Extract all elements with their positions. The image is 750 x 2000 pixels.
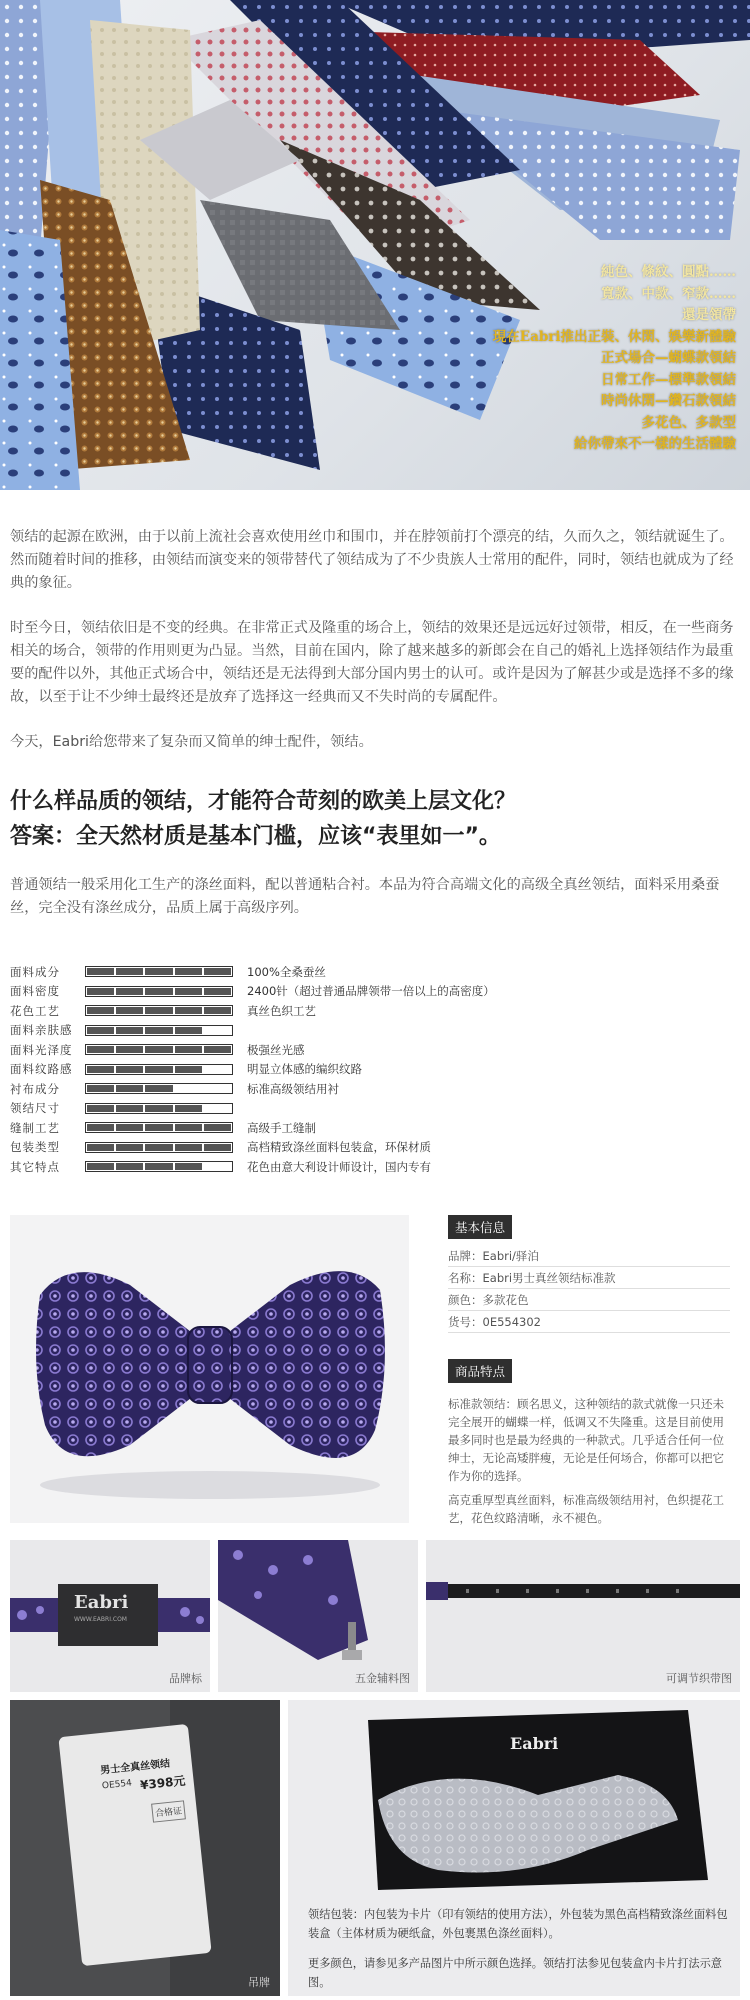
hero-line: 還是領帶 — [682, 307, 736, 323]
spec-label: 面料密度 — [10, 984, 60, 999]
spec-label: 面料成分 — [10, 964, 60, 979]
spec-bar-segment — [204, 1124, 231, 1131]
spec-bar-segment — [175, 1027, 202, 1034]
spec-bar-segment — [87, 1105, 114, 1112]
spec-row — [10, 982, 740, 1002]
spec-row — [10, 1079, 740, 1099]
spec-label: 衬布成分 — [10, 1081, 60, 1096]
spec-bar-segment — [87, 1085, 114, 1092]
spec-bar-segment — [116, 1066, 143, 1073]
box-photo — [288, 1700, 740, 1996]
packaging-paragraph-2: 更多颜色，请参见多产品图片中所示颜色选择。领结打法参见包装盒内卡片打法示意图。 — [308, 1957, 722, 1989]
hero-line: 給你帶來不一樣的生活體驗 — [574, 436, 736, 452]
spec-label: 花色工艺 — [10, 1003, 60, 1018]
product-info — [448, 1215, 730, 1527]
spec-value: 标准高级领结用衬 — [247, 1081, 339, 1096]
spec-bar-segment — [145, 1144, 172, 1151]
spec-value: 真丝色织工艺 — [247, 1003, 316, 1018]
hangtag-photo — [10, 1700, 280, 1996]
spec-bar-segment — [116, 968, 143, 975]
spec-rating-bar — [85, 1161, 233, 1172]
spec-bar-segment — [175, 1085, 202, 1092]
spec-bar-segment — [204, 1007, 231, 1014]
spec-value: 100%全桑蚕丝 — [247, 964, 326, 979]
spec-bar-segment — [175, 1007, 202, 1014]
spec-label: 面料亲肤感 — [10, 1023, 73, 1038]
spec-rating-bar — [85, 966, 233, 977]
spec-bar-segment — [175, 1066, 202, 1073]
basic-info-tag: 基本信息 — [448, 1215, 512, 1239]
brand-label-text: Eabri — [74, 1592, 129, 1613]
spec-table — [10, 962, 740, 1177]
packaging-text — [308, 1906, 728, 1996]
features-tag: 商品特点 — [448, 1359, 512, 1383]
hangtag-code: OE554 — [101, 1778, 133, 1792]
info-name: 名称：Eabri男士真丝领结标准款 — [448, 1267, 730, 1289]
spec-bar-segment — [145, 1124, 172, 1131]
spec-row — [10, 1118, 740, 1138]
hero-line: 多花色、多款型 — [641, 414, 736, 431]
packaging-paragraph-1: 领结包装：内包装为卡片（印有领结的使用方法），外包装为黑色高档精致涤丝面料包装盒（主体材质为硬纸盒，外包裹黑色涤丝面料）。 — [308, 1908, 728, 1940]
spec-bar-segment — [175, 1124, 202, 1131]
hangtag-title: 男士全真丝领结 — [99, 1758, 171, 1777]
spec-bar-segment — [87, 1046, 114, 1053]
thumb-strap — [426, 1540, 740, 1692]
spec-bar-segment — [175, 968, 202, 975]
hero-line: 寬款、中款、窄款…… — [601, 285, 736, 302]
spec-rating-bar — [85, 1103, 233, 1114]
hangtag-cert: 合格证 — [151, 1800, 186, 1822]
spec-row — [10, 1001, 740, 1021]
spec-bar-segment — [116, 1105, 143, 1112]
thumb-hardware — [218, 1540, 418, 1692]
hero-slogan — [493, 262, 736, 456]
spec-label: 面料光泽度 — [10, 1042, 73, 1057]
intro-paragraph-3: 今天，Eabri给您带来了复杂而又简单的绅士配件，领结。 — [10, 734, 373, 750]
spec-bar-segment — [145, 1105, 172, 1112]
spec-bar-segment — [87, 1163, 114, 1170]
spec-label: 其它特点 — [10, 1159, 60, 1174]
info-sku: 货号：0E554302 — [448, 1311, 730, 1333]
spec-label: 面料纹路感 — [10, 1062, 73, 1077]
spec-bar-segment — [145, 1085, 172, 1092]
hardware-caption: 五金辅料图 — [355, 1672, 410, 1685]
brand-label-url: WWW.EABRI.COM — [74, 1616, 127, 1623]
hangtag-caption: 吊牌 — [248, 1976, 270, 1989]
spec-bar-segment — [145, 1066, 172, 1073]
spec-bar-segment — [116, 1027, 143, 1034]
spec-bar-segment — [116, 1007, 143, 1014]
hero-line: 正式場合—蝴蝶款領結 — [601, 350, 736, 366]
intro-paragraph-2: 时至今日，领结依旧是不变的经典。在非常正式及隆重的场合上，领结的效果还是远远好过领带，相反，在一些商务相关的场合，领带的作用则更为凸显。当然，目前在国内，除了越来越多的新郎会在自己的婚礼上选择领结作为最重要的配件以外，其他正式场合中，领结还是无法得到大部分国内男士的认可。或许是因为了解甚少或是选择不多的缘故，以至于让不少绅士最终还是放弃了选择这一经典而又不失时尚的专属配件。 — [10, 620, 734, 705]
feature-paragraph-2: 高克重厚型真丝面料，标准高级领结用衬，色织提花工艺，花色纹路清晰，永不褪色。 — [448, 1493, 724, 1525]
spec-row — [10, 1157, 740, 1177]
spec-bar-segment — [204, 1105, 231, 1112]
spec-row — [10, 1138, 740, 1158]
spec-value: 高级手工缝制 — [247, 1120, 316, 1135]
spec-rating-bar — [85, 1005, 233, 1016]
spec-rating-bar — [85, 986, 233, 997]
spec-bar-segment — [175, 1163, 202, 1170]
spec-row — [10, 1060, 740, 1080]
spec-bar-segment — [116, 1163, 143, 1170]
spec-bar-segment — [116, 1124, 143, 1131]
purple-bow-tie-image — [10, 1215, 409, 1523]
hangtag-price: ¥398元 — [139, 1773, 187, 1793]
spec-bar-segment — [116, 988, 143, 995]
spec-rating-bar — [85, 1142, 233, 1153]
hero-line: 現在Eabri推出正裝、休閑、娛樂新體驗 — [492, 328, 736, 345]
spec-row — [10, 1099, 740, 1119]
spec-bar-segment — [87, 988, 114, 995]
spec-bar-segment — [87, 1066, 114, 1073]
feature-paragraph-1: 标准款领结：顾名思义，这种领结的款式就像一只还未完全展开的蝴蝶一样，低调又不失隆重。这是目前使用最多同时也是最为经典的一种款式。几乎适合任何一位绅士，无论高矮胖瘦，无论是任何场合，你都可以把它作为你的选择。 — [448, 1397, 724, 1483]
quality-heading-line-2: 答案：全天然材质是基本门槛，应该“表里如一”。 — [10, 824, 501, 849]
spec-bar-segment — [87, 1124, 114, 1131]
spec-bar-segment — [204, 1046, 231, 1053]
spec-label: 缝制工艺 — [10, 1120, 60, 1135]
spec-bar-segment — [204, 1027, 231, 1034]
spec-bar-segment — [145, 968, 172, 975]
intro-text — [10, 526, 740, 776]
spec-bar-segment — [116, 1144, 143, 1151]
spec-rating-bar — [85, 1064, 233, 1075]
spec-rating-bar — [85, 1083, 233, 1094]
hero-line: 時尚休閑—鑽石款領結 — [601, 393, 736, 409]
spec-bar-segment — [204, 1085, 231, 1092]
spec-bar-segment — [87, 1027, 114, 1034]
spec-row — [10, 1040, 740, 1060]
spec-bar-segment — [175, 988, 202, 995]
spec-bar-segment — [87, 968, 114, 975]
spec-rating-bar — [85, 1044, 233, 1055]
info-color: 颜色：多款花色 — [448, 1289, 730, 1311]
spec-bar-segment — [116, 1085, 143, 1092]
spec-bar-segment — [175, 1105, 202, 1112]
spec-bar-segment — [145, 988, 172, 995]
hero-banner — [0, 0, 750, 490]
spec-bar-segment — [116, 1046, 143, 1053]
spec-bar-segment — [145, 1007, 172, 1014]
spec-label: 包装类型 — [10, 1140, 60, 1155]
spec-bar-segment — [204, 1163, 231, 1170]
quality-paragraph: 普通领结一般采用化工生产的涤丝面料，配以普通粘合衬。本品为符合高端文化的高级全真丝领结，面料采用桑蚕丝，完全没有涤丝成分，品质上属于高级序列。 — [10, 877, 720, 916]
spec-row — [10, 962, 740, 982]
spec-bar-segment — [204, 988, 231, 995]
spec-bar-segment — [87, 1144, 114, 1151]
product-photo — [10, 1215, 409, 1523]
spec-value: 2400针（超过普通品牌领带一倍以上的高密度） — [247, 984, 495, 999]
spec-bar-segment — [175, 1144, 202, 1151]
intro-paragraph-1: 领结的起源在欧洲，由于以前上流社会喜欢使用丝巾和围巾，并在脖领前打个漂亮的结，久而久之，领结就诞生了。然而随着时间的推移，由领结而演变来的领带替代了领结成为了不少贵族人士常用的配件，同时，领结也就成为了经典的象征。 — [10, 529, 734, 591]
box-brand: Eabri — [510, 1734, 559, 1753]
strap-caption: 可调节织带图 — [666, 1672, 732, 1685]
spec-label: 领结尺寸 — [10, 1101, 60, 1116]
spec-value: 明显立体感的编织纹路 — [247, 1062, 362, 1077]
thumb-brand-label — [10, 1540, 210, 1692]
spec-row — [10, 1021, 740, 1041]
brand-label-caption: 品牌标 — [169, 1672, 202, 1685]
spec-rating-bar — [85, 1025, 233, 1036]
spec-bar-segment — [204, 968, 231, 975]
quality-heading — [10, 784, 740, 854]
spec-bar-segment — [204, 1066, 231, 1073]
spec-bar-segment — [145, 1046, 172, 1053]
spec-bar-segment — [145, 1027, 172, 1034]
hero-line: 日常工作—標準款領結 — [601, 371, 736, 388]
info-brand: 品牌：Eabri/驿泊 — [448, 1245, 730, 1267]
spec-bar-segment — [175, 1046, 202, 1053]
spec-rating-bar — [85, 1122, 233, 1133]
spec-bar-segment — [204, 1144, 231, 1151]
spec-bar-segment — [87, 1007, 114, 1014]
spec-value: 高档精致涤丝面料包装盒，环保材质 — [247, 1140, 431, 1155]
spec-value: 花色由意大利设计师设计，国内专有 — [247, 1159, 431, 1174]
spec-bar-segment — [145, 1163, 172, 1170]
quality-heading-line-1: 什么样品质的领结，才能符合苛刻的欧美上层文化？ — [10, 789, 517, 814]
hero-line: 純色、條紋、圓點…… — [601, 264, 736, 280]
spec-value: 极强丝光感 — [247, 1042, 305, 1057]
